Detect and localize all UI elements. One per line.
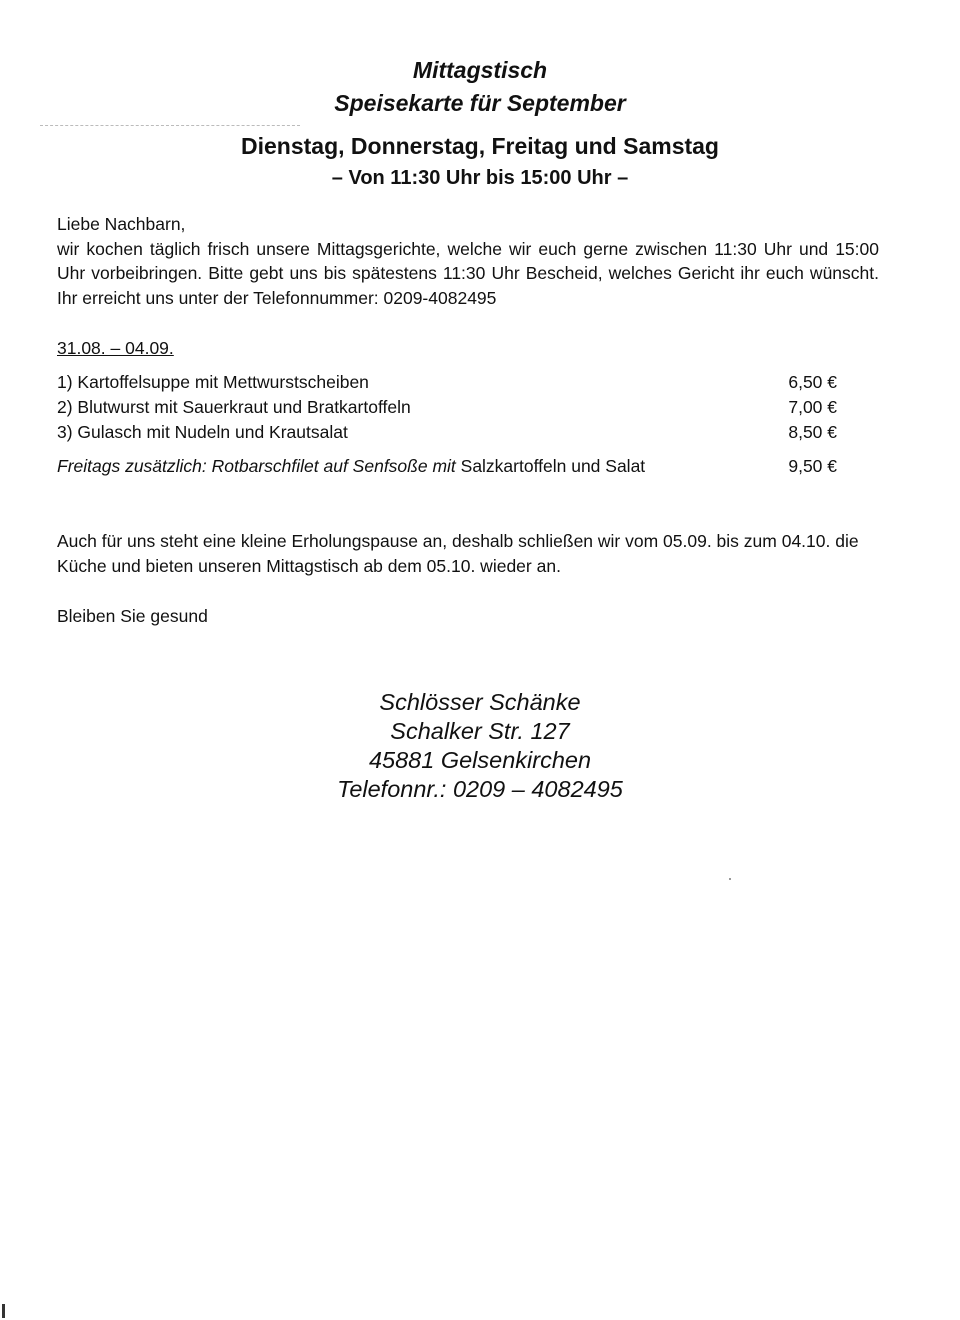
menu-item	[57, 395, 837, 420]
menu-item-name: 3) Gulasch mit Nudeln und Krautsalat	[57, 422, 348, 442]
title: Mittagstisch	[412, 57, 548, 83]
city: 45881 Gelsenkirchen	[368, 747, 592, 773]
menu-item	[57, 420, 837, 445]
special-item-price: 9,50 €	[788, 456, 837, 476]
special-item-rest: Salzkartoffeln und Salat	[455, 456, 646, 476]
closing-notice: Auch für uns steht eine kleine Erholungspause an, deshalb schließen wir vom 05.09. bis zum 04.10. die Küche und bieten unseren Mittagstisch ab dem 05.10. wieder an.	[57, 531, 859, 576]
scan-artifact-line	[40, 125, 300, 126]
menu-item-price: 8,50 €	[788, 422, 837, 442]
special-item-italic: Freitags zusätzlich: Rotbarschfilet auf Senfsoße mit	[57, 456, 456, 476]
address-block	[0, 688, 960, 804]
restaurant-name: Schlösser Schänke	[379, 689, 581, 715]
intro-paragraph	[57, 212, 879, 310]
farewell: Bleiben Sie gesund	[57, 606, 208, 626]
menu-item	[57, 370, 837, 395]
scan-speck	[2, 1304, 5, 1318]
phone: Telefonnr.: 0209 – 4082495	[337, 776, 623, 802]
subtitle: Speisekarte für September	[334, 90, 626, 116]
special-menu-item	[57, 454, 837, 479]
street: Schalker Str. 127	[390, 718, 570, 744]
menu-list	[57, 370, 837, 479]
intro-body: wir kochen täglich frisch unsere Mittagsgerichte, welche wir euch gerne zwischen 11:30 Uhr und 15:00 Uhr vorbeibringen. Bitte gebt uns bis spätestens 11:30 Uhr Bescheid, welches Gericht ihr euch wünscht. Ihr erreicht uns unter der Telefonnummer: 0209-4082495	[57, 238, 879, 308]
menu-item-price: 6,50 €	[788, 372, 837, 392]
scan-speck	[729, 878, 731, 880]
special-item-name	[57, 454, 645, 479]
menu-item-name: 1) Kartoffelsuppe mit Mettwurstscheiben	[57, 372, 369, 392]
opening-days: Dienstag, Donnerstag, Freitag und Samstag	[241, 133, 719, 159]
opening-hours: – Von 11:30 Uhr bis 15:00 Uhr –	[331, 167, 629, 189]
menu-period: 31.08. – 04.09.	[57, 338, 174, 358]
menu-item-name: 2) Blutwurst mit Sauerkraut und Bratkartoffeln	[57, 397, 411, 417]
greeting: Liebe Nachbarn,	[57, 214, 186, 234]
menu-item-price: 7,00 €	[788, 397, 837, 417]
